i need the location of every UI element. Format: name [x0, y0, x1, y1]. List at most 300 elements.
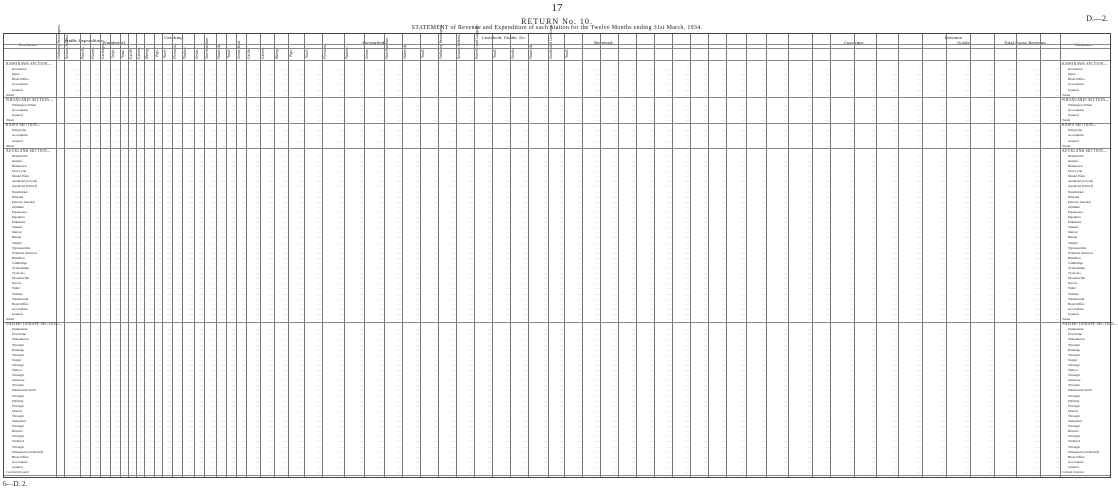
table-cell: ..: [217, 200, 225, 204]
table-cell: ..: [601, 450, 617, 454]
table-cell: ..: [899, 434, 921, 438]
table-cell: ..: [403, 434, 419, 438]
table-cell: ..: [475, 394, 491, 398]
table-cell: ..: [439, 200, 455, 204]
table-cell: ..: [403, 246, 419, 250]
table-cell: ..: [673, 348, 689, 352]
table-cell: ..: [247, 286, 259, 290]
table-cell: ..: [275, 133, 287, 137]
table-cell: ..: [137, 292, 143, 296]
table-cell: ..: [155, 434, 161, 438]
table-cell: ..: [813, 465, 829, 469]
table-cell: ..: [305, 348, 321, 352]
table-cell: ..: [727, 343, 745, 347]
table-cell: ..: [529, 394, 547, 398]
table-cell: ..: [549, 445, 563, 449]
table-cell: ..: [439, 439, 455, 443]
table-cell: ..: [439, 445, 455, 449]
table-cell: ..: [129, 388, 135, 392]
table-cell: ..: [619, 302, 635, 306]
table-cell: ..: [275, 297, 287, 301]
table-cell: ..: [831, 363, 853, 367]
table-cell: ..: [155, 297, 161, 301]
table-cell: ..: [457, 184, 473, 188]
table-cell: ..: [831, 179, 853, 183]
table-cell: ..: [831, 113, 853, 117]
table-cell: ..: [91, 225, 99, 229]
table-cell: ..: [813, 205, 829, 209]
table-cell: ..: [237, 419, 245, 423]
table-cell: ..: [923, 419, 945, 423]
table-cell: ..: [673, 332, 689, 336]
table-cell: ..: [65, 281, 79, 285]
table-cell: ..: [145, 307, 153, 311]
table-cell: ..: [899, 460, 921, 464]
coaching-header: Coaching.: [124, 35, 224, 40]
table-cell: ..: [145, 450, 153, 454]
table-cell: ..: [137, 261, 143, 265]
table-cell: ..: [305, 399, 321, 403]
table-cell: ..: [227, 67, 235, 71]
table-cell: ..: [91, 67, 99, 71]
table-cell: ..: [145, 368, 153, 372]
table-cell: ..: [227, 230, 235, 234]
table-cell: ..: [421, 276, 437, 280]
table-cell: ..: [305, 118, 321, 122]
table-cell: ..: [421, 429, 437, 433]
table-cell: ..: [475, 297, 491, 301]
table-cell: ..: [403, 210, 419, 214]
station-label-right: Wanganui (Castlecliff): [1062, 450, 1116, 454]
table-cell: ..: [727, 266, 745, 270]
table-cell: ..: [237, 312, 245, 316]
table-cell: ..: [923, 184, 945, 188]
table-cell: ..: [227, 450, 235, 454]
table-cell: ..: [237, 286, 245, 290]
table-cell: ..: [727, 317, 745, 321]
table-cell: ..: [511, 261, 527, 265]
table-cell: ..: [403, 281, 419, 285]
table-cell: ..: [789, 276, 811, 280]
table-cell: ..: [365, 383, 383, 387]
table-cell: ..: [137, 368, 143, 372]
table-cell: ..: [323, 174, 343, 178]
table-cell: ..: [421, 378, 437, 382]
table-cell: ..: [709, 404, 725, 408]
table-cell: ..: [421, 251, 437, 255]
table-cell: ..: [583, 246, 599, 250]
table-cell: ..: [345, 235, 363, 239]
table-cell: ..: [111, 67, 119, 71]
table-cell: ..: [855, 266, 875, 270]
table-cell: ..: [493, 470, 509, 474]
table-cell: ..: [163, 429, 171, 433]
table-cell: ..: [899, 164, 921, 168]
table-cell: ..: [439, 317, 455, 321]
station-label-right: Through: [1062, 394, 1116, 398]
table-cell: ..: [91, 108, 99, 112]
table-cell: ..: [289, 404, 303, 408]
table-cell: ..: [137, 256, 143, 260]
table-cell: ..: [403, 184, 419, 188]
table-cell: ..: [65, 190, 79, 194]
table-cell: ..: [727, 241, 745, 245]
table-cell: ..: [81, 292, 89, 296]
table-cell: ..: [261, 164, 273, 168]
table-cell: ..: [305, 414, 321, 418]
table-cell: ..: [247, 394, 259, 398]
table-cell: ..: [831, 164, 853, 168]
table-cell: ..: [121, 373, 127, 377]
table-cell: ..: [275, 286, 287, 290]
table-cell: ..: [831, 429, 853, 433]
table-cell: ..: [673, 246, 689, 250]
table-cell: ..: [121, 113, 127, 117]
table-cell: ..: [655, 164, 671, 168]
table-cell: ..: [137, 159, 143, 163]
table-cell: ..: [129, 210, 135, 214]
table-cell: ..: [261, 470, 273, 474]
table-cell: ..: [511, 251, 527, 255]
table-cell: ..: [549, 399, 563, 403]
table-cell: ..: [81, 220, 89, 224]
table-cell: ..: [111, 450, 119, 454]
table-cell: ..: [217, 225, 225, 229]
table-cell: ..: [637, 297, 653, 301]
table-cell: ..: [1041, 67, 1059, 71]
table-cell: ..: [877, 225, 897, 229]
column-header: Total.: [421, 48, 437, 59]
table-cell: ..: [655, 271, 671, 275]
table-cell: ..: [619, 72, 635, 76]
table-cell: ..: [275, 414, 287, 418]
table-cell: ..: [565, 399, 581, 403]
table-cell: ..: [365, 108, 383, 112]
table-cell: ..: [205, 210, 215, 214]
table-cell: ..: [529, 190, 547, 194]
table-cell: ..: [385, 235, 401, 239]
table-cell: ..: [601, 337, 617, 341]
table-cell: ..: [65, 332, 79, 336]
table-cell: ..: [275, 419, 287, 423]
table-cell: ..: [121, 465, 127, 469]
station-label-right: Accountant: [1062, 307, 1116, 311]
table-cell: ..: [385, 179, 401, 183]
table-cell: ..: [111, 353, 119, 357]
table-cell: ..: [323, 429, 343, 433]
table-cell: ..: [183, 190, 193, 194]
table-cell: ..: [81, 174, 89, 178]
table-cell: ..: [493, 108, 509, 112]
table-cell: ..: [673, 108, 689, 112]
table-cell: ..: [619, 307, 635, 311]
table-cell: ..: [439, 266, 455, 270]
table-cell: ..: [1041, 281, 1059, 285]
table-cell: ..: [65, 348, 79, 352]
table-cell: ..: [323, 82, 343, 86]
column-header: Pigs.: [289, 48, 303, 59]
column-header: Carriages.: [101, 48, 109, 59]
table-cell: ..: [493, 388, 509, 392]
station-label-right: Feilding: [1062, 399, 1116, 403]
table-cell: ..: [619, 159, 635, 163]
table-cell: ..: [205, 281, 215, 285]
table-cell: ..: [565, 312, 581, 316]
table-cell: ..: [163, 261, 171, 265]
table-cell: ..: [549, 184, 563, 188]
table-cell: ..: [217, 439, 225, 443]
table-cell: ..: [247, 353, 259, 357]
table-cell: ..: [183, 414, 193, 418]
table-cell: ..: [365, 343, 383, 347]
table-cell: ..: [155, 414, 161, 418]
table-cell: ..: [947, 404, 969, 408]
table-cell: ..: [111, 276, 119, 280]
table-cell: ..: [565, 383, 581, 387]
table-cell: ..: [155, 409, 161, 413]
table-cell: ..: [101, 337, 109, 341]
table-cell: ..: [971, 297, 993, 301]
table-cell: ..: [145, 317, 153, 321]
table-cell: ..: [727, 353, 745, 357]
table-cell: ..: [237, 450, 245, 454]
table-cell: ..: [691, 343, 707, 347]
table-cell: ..: [691, 439, 707, 443]
table-cell: ..: [947, 230, 969, 234]
table-cell: ..: [493, 297, 509, 301]
table-cell: ..: [345, 220, 363, 224]
table-cell: ..: [475, 184, 491, 188]
table-cell: ..: [137, 445, 143, 449]
table-cell: ..: [275, 225, 287, 229]
station-label: Stratford: [6, 439, 62, 443]
table-cell: ..: [365, 164, 383, 168]
table-cell: ..: [767, 332, 787, 336]
table-cell: ..: [583, 215, 599, 219]
table-cell: ..: [137, 225, 143, 229]
table-cell: ..: [111, 337, 119, 341]
table-cell: ..: [439, 419, 455, 423]
table-cell: ..: [345, 246, 363, 250]
table-cell: ..: [1017, 409, 1039, 413]
table-cell: ..: [323, 394, 343, 398]
table-cell: ..: [601, 404, 617, 408]
table-cell: ..: [709, 292, 725, 296]
table-cell: ..: [995, 455, 1015, 459]
header-rule: [4, 48, 1110, 49]
table-cell: ..: [813, 470, 829, 474]
table-cell: ..: [475, 353, 491, 357]
table-cell: ..: [305, 292, 321, 296]
table-cell: ..: [899, 139, 921, 143]
table-cell: ..: [549, 378, 563, 382]
table-cell: ..: [529, 383, 547, 387]
table-cell: ..: [403, 388, 419, 392]
table-cell: ..: [323, 266, 343, 270]
station-label-right: Head Office: [1062, 455, 1116, 459]
table-cell: ..: [709, 139, 725, 143]
table-cell: ..: [813, 343, 829, 347]
table-cell: ..: [995, 261, 1015, 265]
table-cell: ..: [247, 118, 259, 122]
table-cell: ..: [493, 348, 509, 352]
table-cell: ..: [619, 128, 635, 132]
table-cell: ..: [789, 164, 811, 168]
table-cell: ..: [65, 139, 79, 143]
table-cell: ..: [247, 465, 259, 469]
table-cell: ..: [899, 445, 921, 449]
table-cell: ..: [129, 434, 135, 438]
table-cell: ..: [145, 394, 153, 398]
table-cell: ..: [261, 174, 273, 178]
table-cell: ..: [65, 241, 79, 245]
table-cell: ..: [923, 450, 945, 454]
table-cell: ..: [813, 353, 829, 357]
table-cell: ..: [727, 307, 745, 311]
station-label-right: Stratford: [1062, 439, 1116, 443]
table-cell: ..: [601, 332, 617, 336]
station-label-right: Through: [1062, 404, 1116, 408]
table-cell: ..: [923, 439, 945, 443]
table-cell: ..: [855, 337, 875, 341]
table-cell: ..: [111, 445, 119, 449]
table-cell: ..: [747, 465, 765, 469]
table-cell: ..: [727, 190, 745, 194]
table-cell: ..: [403, 251, 419, 255]
table-cell: ..: [305, 429, 321, 433]
table-cell: ..: [261, 205, 273, 209]
table-cell: ..: [345, 205, 363, 209]
table-cell: ..: [195, 409, 203, 413]
table-cell: ..: [923, 363, 945, 367]
table-cell: ..: [655, 276, 671, 280]
table-cell: ..: [183, 108, 193, 112]
table-cell: ..: [345, 424, 363, 428]
table-cell: ..: [601, 363, 617, 367]
table-cell: ..: [65, 353, 79, 357]
table-cell: ..: [237, 363, 245, 367]
table-cell: ..: [1041, 210, 1059, 214]
table-cell: ..: [457, 220, 473, 224]
table-cell: ..: [183, 118, 193, 122]
table-cell: ..: [1041, 154, 1059, 158]
table-cell: ..: [529, 337, 547, 341]
table-cell: ..: [305, 179, 321, 183]
table-cell: ..: [673, 409, 689, 413]
table-cell: ..: [813, 394, 829, 398]
table-cell: ..: [1041, 93, 1059, 97]
table-cell: ..: [129, 144, 135, 148]
table-cell: ..: [323, 317, 343, 321]
table-cell: ..: [475, 286, 491, 290]
table-cell: ..: [457, 460, 473, 464]
table-cell: ..: [601, 220, 617, 224]
table-cell: ..: [767, 439, 787, 443]
table-cell: ..: [289, 144, 303, 148]
station-label: Accountant: [6, 460, 62, 464]
table-cell: ..: [129, 266, 135, 270]
table-cell: ..: [565, 307, 581, 311]
table-cell: ..: [111, 246, 119, 250]
table-cell: ..: [121, 409, 127, 413]
table-cell: ..: [237, 460, 245, 464]
table-cell: ..: [403, 205, 419, 209]
table-cell: ..: [81, 434, 89, 438]
table-cell: ..: [145, 93, 153, 97]
table-cell: ..: [789, 332, 811, 336]
table-cell: ..: [565, 72, 581, 76]
table-cell: ..: [1041, 414, 1059, 418]
table-cell: ..: [549, 220, 563, 224]
table-cell: ..: [237, 251, 245, 255]
table-cell: ..: [457, 241, 473, 245]
table-cell: ..: [137, 358, 143, 362]
table-cell: ..: [583, 159, 599, 163]
table-cell: ..: [183, 383, 193, 387]
table-cell: ..: [275, 358, 287, 362]
table-cell: ..: [709, 174, 725, 178]
table-cell: ..: [601, 434, 617, 438]
table-cell: ..: [583, 373, 599, 377]
table-cell: ..: [529, 251, 547, 255]
table-cell: ..: [323, 450, 343, 454]
table-cell: ..: [877, 368, 897, 372]
table-cell: ..: [275, 88, 287, 92]
table-cell: ..: [995, 154, 1015, 158]
table-cell: ..: [275, 281, 287, 285]
table-cell: ..: [183, 337, 193, 341]
table-cell: ..: [691, 266, 707, 270]
station-label-right: Morrinsville: [1062, 276, 1116, 280]
table-cell: ..: [877, 353, 897, 357]
table-cell: ..: [813, 368, 829, 372]
table-cell: ..: [345, 470, 363, 474]
table-cell: ..: [323, 210, 343, 214]
table-cell: ..: [1041, 297, 1059, 301]
table-cell: ..: [137, 378, 143, 382]
table-cell: ..: [205, 307, 215, 311]
table-cell: ..: [289, 281, 303, 285]
table-cell: ..: [747, 363, 765, 367]
table-cell: ..: [655, 317, 671, 321]
station-label-right: Wanganui: [1062, 419, 1116, 423]
table-cell: ..: [691, 353, 707, 357]
table-cell: ..: [475, 195, 491, 199]
table-cell: ..: [305, 353, 321, 357]
table-cell: ..: [195, 82, 203, 86]
table-cell: ..: [727, 88, 745, 92]
table-cell: ..: [709, 159, 725, 163]
station-label: Gisborne: [6, 378, 62, 382]
table-cell: ..: [227, 399, 235, 403]
table-cell: ..: [709, 200, 725, 204]
table-cell: ..: [217, 373, 225, 377]
table-cell: ..: [323, 144, 343, 148]
table-cell: ..: [121, 72, 127, 76]
table-cell: ..: [81, 409, 89, 413]
table-cell: ..: [899, 332, 921, 336]
table-cell: ..: [1017, 327, 1039, 331]
table-cell: ..: [155, 450, 161, 454]
table-cell: ..: [673, 235, 689, 239]
table-cell: ..: [275, 429, 287, 433]
table-cell: ..: [173, 154, 181, 158]
table-cell: ..: [691, 210, 707, 214]
table-cell: ..: [831, 205, 853, 209]
table-cell: ..: [971, 77, 993, 81]
table-cell: ..: [65, 118, 79, 122]
table-cell: ..: [995, 358, 1015, 362]
